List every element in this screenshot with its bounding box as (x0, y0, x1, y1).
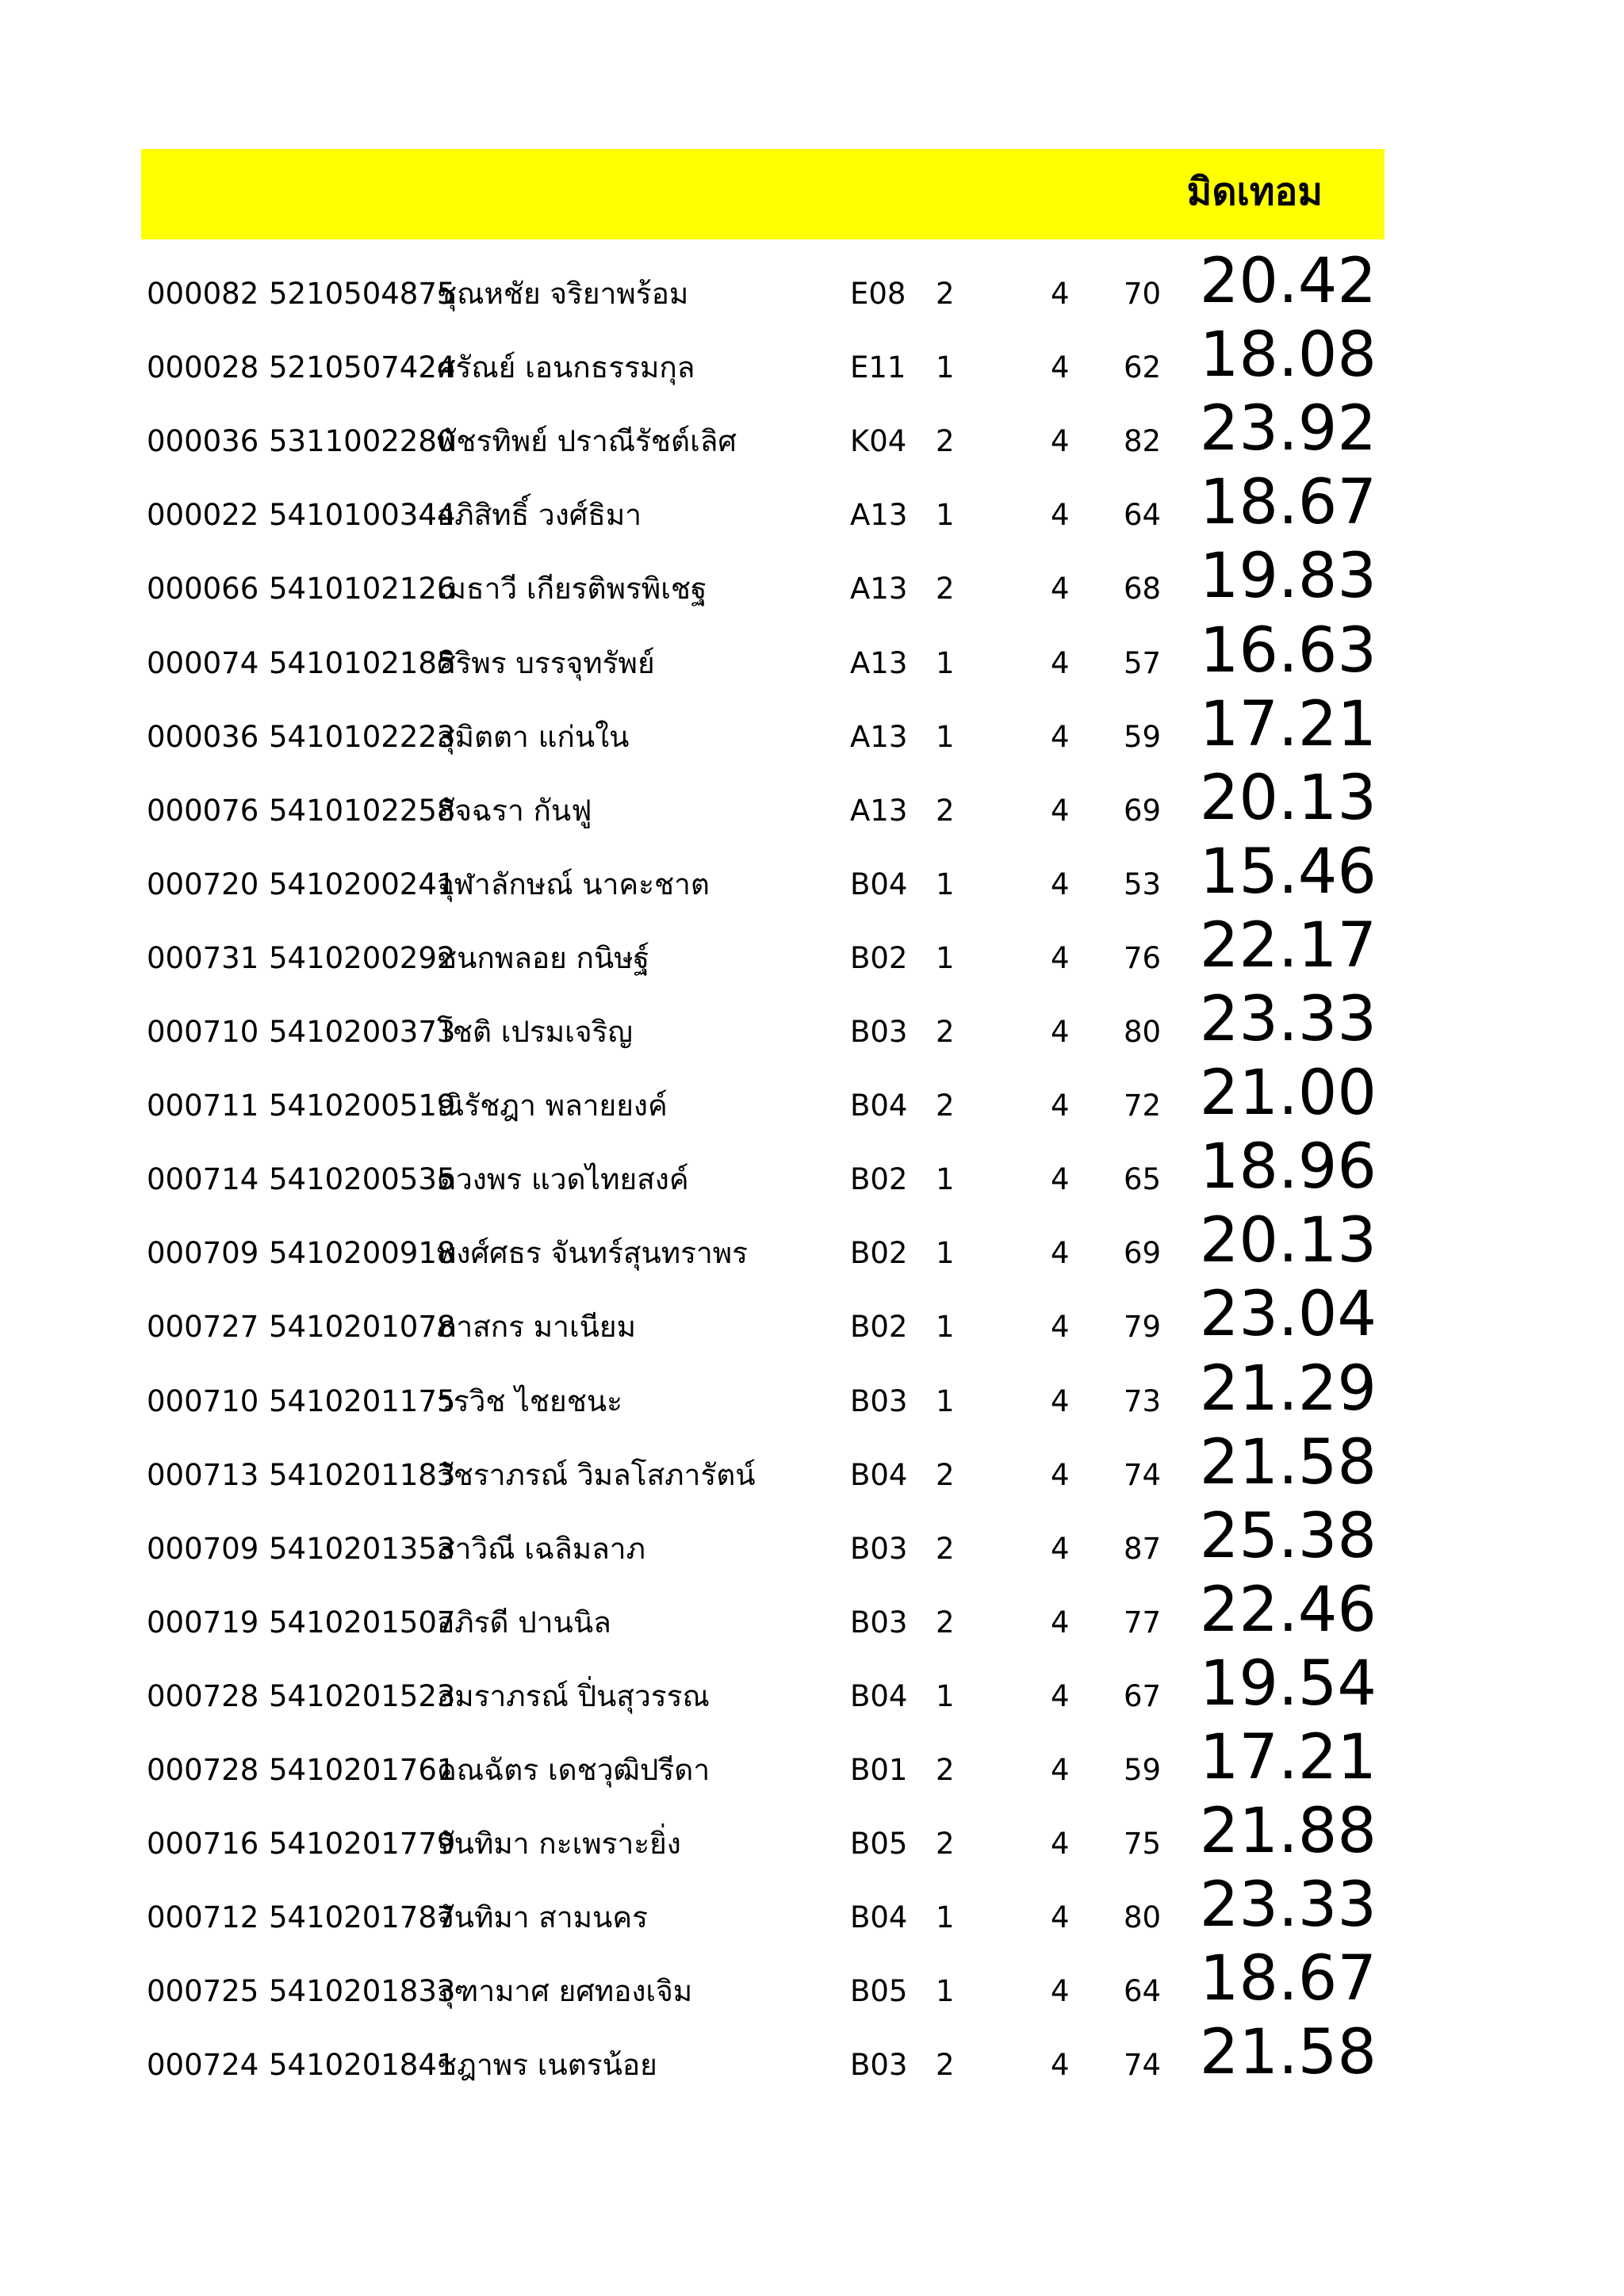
section-code: B03 (850, 1605, 908, 1640)
student-id: 5410201175 (269, 1383, 456, 1418)
credit-value: 4 (1051, 793, 1070, 828)
student-code: 000082 (147, 277, 259, 311)
raw-score: 64 (1124, 498, 1162, 533)
group-number: 1 (936, 498, 955, 533)
section-code: B03 (850, 2048, 908, 2083)
raw-score: 73 (1124, 1383, 1162, 1418)
section-code: A13 (850, 793, 908, 828)
student-name: ภาสกร มาเนียม (437, 1310, 636, 1345)
student-code: 000711 (147, 1089, 259, 1123)
credit-value: 4 (1051, 424, 1070, 459)
raw-score: 72 (1124, 1089, 1162, 1123)
credit-value: 4 (1051, 498, 1070, 533)
student-code: 000710 (147, 1383, 259, 1418)
raw-score: 77 (1124, 1605, 1162, 1640)
section-code: B04 (850, 1678, 908, 1713)
student-name: อภิรดี ปานนิล (437, 1605, 611, 1640)
student-code: 000714 (147, 1162, 259, 1197)
credit-value: 4 (1051, 1089, 1070, 1123)
header-title: มิดเทอม (1186, 170, 1323, 214)
student-name: วัชราภรณ์ วิมลโสภารัตน์ (437, 1457, 756, 1492)
raw-score: 65 (1124, 1162, 1162, 1197)
student-id: 5410200373 (269, 1015, 456, 1049)
student-id: 5410201183 (269, 1457, 456, 1492)
section-code: E08 (850, 277, 906, 311)
student-id: 5410102126 (269, 572, 456, 607)
student-code: 000719 (147, 1605, 259, 1640)
midterm-score: 25.38 (1199, 1500, 1377, 1572)
group-number: 2 (936, 1531, 955, 1566)
student-code: 000709 (147, 1531, 259, 1566)
student-code: 000036 (147, 424, 259, 459)
midterm-score: 20.13 (1199, 762, 1377, 834)
student-name: คณฉัตร เดชวุฒิปรีดา (437, 1753, 710, 1787)
group-number: 2 (936, 1457, 955, 1492)
credit-value: 4 (1051, 1236, 1070, 1271)
credit-value: 4 (1051, 1900, 1070, 1935)
student-id: 5410200918 (269, 1236, 456, 1271)
section-code: B02 (850, 1310, 908, 1345)
table-row (0, 467, 1624, 547)
student-name: ณิรัชฎา พลายยงค์ (437, 1089, 668, 1123)
student-id: 5410201779 (269, 1827, 456, 1862)
raw-score: 69 (1124, 793, 1162, 828)
table-row (0, 762, 1624, 843)
credit-value: 4 (1051, 2048, 1070, 2083)
student-name: จุฑามาศ ยศทองเจิม (437, 1974, 693, 2009)
student-id: 5410201761 (269, 1753, 456, 1787)
midterm-score: 23.04 (1199, 1279, 1377, 1351)
raw-score: 87 (1124, 1531, 1162, 1566)
credit-value: 4 (1051, 277, 1070, 311)
midterm-score: 20.42 (1199, 246, 1377, 317)
student-id: 5410100344 (269, 498, 456, 533)
student-name: สาวิณี เฉลิมลาภ (437, 1531, 645, 1566)
table-row (0, 836, 1624, 916)
group-number: 2 (936, 572, 955, 607)
credit-value: 4 (1051, 1753, 1070, 1787)
raw-score: 74 (1124, 1457, 1162, 1492)
midterm-score: 21.29 (1199, 1353, 1377, 1425)
credit-value: 4 (1051, 1827, 1070, 1862)
student-name: อัจฉรา กันฟู (437, 793, 592, 828)
student-id: 5410102258 (269, 793, 456, 828)
student-id: 5210507424 (269, 350, 456, 385)
student-name: จุฬาลักษณ์ นาคะชาต (437, 867, 710, 901)
student-code: 000725 (147, 1974, 259, 2009)
student-name: ชุณหชัย จริยาพร้อม (437, 277, 689, 311)
midterm-score: 23.92 (1199, 393, 1377, 465)
group-number: 1 (936, 940, 955, 975)
student-id: 5410201078 (269, 1310, 456, 1345)
credit-value: 4 (1051, 572, 1070, 607)
raw-score: 75 (1124, 1827, 1162, 1862)
section-code: B03 (850, 1015, 908, 1049)
group-number: 1 (936, 1310, 955, 1345)
section-code: E11 (850, 350, 906, 385)
midterm-score: 19.54 (1199, 1647, 1377, 1720)
credit-value: 4 (1051, 1531, 1070, 1566)
group-number: 2 (936, 793, 955, 828)
student-code: 000028 (147, 350, 259, 385)
raw-score: 59 (1124, 719, 1162, 754)
student-id: 5410200535 (269, 1162, 456, 1197)
credit-value: 4 (1051, 1457, 1070, 1492)
table-row (0, 984, 1624, 1064)
raw-score: 74 (1124, 2048, 1162, 2083)
group-number: 1 (936, 867, 955, 901)
raw-score: 62 (1124, 350, 1162, 385)
raw-score: 53 (1124, 867, 1162, 901)
group-number: 1 (936, 1974, 955, 2009)
group-number: 1 (936, 1383, 955, 1418)
table-row (0, 541, 1624, 621)
table-row (0, 1943, 1624, 2023)
midterm-score: 21.88 (1199, 1796, 1377, 1868)
student-name: โชติ เปรมเจริญ (437, 1015, 633, 1049)
midterm-score: 22.46 (1199, 1574, 1377, 1646)
midterm-score: 21.00 (1199, 1058, 1377, 1130)
credit-value: 4 (1051, 1678, 1070, 1713)
credit-value: 4 (1051, 645, 1070, 680)
credit-value: 4 (1051, 719, 1070, 754)
credit-value: 4 (1051, 867, 1070, 901)
group-number: 2 (936, 1089, 955, 1123)
group-number: 1 (936, 1678, 955, 1713)
credit-value: 4 (1051, 940, 1070, 975)
midterm-score: 23.33 (1199, 984, 1377, 1055)
midterm-score: 21.58 (1199, 2017, 1377, 2089)
midterm-score: 17.21 (1199, 1722, 1377, 1793)
raw-score: 70 (1124, 277, 1162, 311)
raw-score: 80 (1124, 1900, 1162, 1935)
table-row (0, 1131, 1624, 1211)
section-code: B02 (850, 1162, 908, 1197)
student-code: 000728 (147, 1678, 259, 1713)
raw-score: 69 (1124, 1236, 1162, 1271)
student-name: สุมิตตา แก่นใน (437, 719, 630, 754)
section-code: B02 (850, 940, 908, 975)
group-number: 1 (936, 350, 955, 385)
section-code: A13 (850, 572, 908, 607)
credit-value: 4 (1051, 1162, 1070, 1197)
student-name: จันทิมา สามนคร (437, 1900, 648, 1935)
group-number: 2 (936, 1753, 955, 1787)
student-name: อภิสิทธิ์ วงศ์ธิมา (437, 498, 642, 533)
student-code: 000074 (147, 645, 259, 680)
section-code: B04 (850, 1089, 908, 1123)
student-code: 000710 (147, 1015, 259, 1049)
student-code: 000728 (147, 1753, 259, 1787)
student-id: 5210504875 (269, 277, 456, 311)
table-row (0, 1796, 1624, 1876)
student-code: 000724 (147, 2048, 259, 2083)
raw-score: 57 (1124, 645, 1162, 680)
section-code: A13 (850, 498, 908, 533)
credit-value: 4 (1051, 1974, 1070, 2009)
section-code: B02 (850, 1236, 908, 1271)
midterm-score: 18.08 (1199, 320, 1377, 392)
table-row (0, 1869, 1624, 1950)
group-number: 1 (936, 1236, 955, 1271)
section-code: A13 (850, 719, 908, 754)
group-number: 2 (936, 277, 955, 311)
raw-score: 68 (1124, 572, 1162, 607)
group-number: 2 (936, 1605, 955, 1640)
table-row (0, 393, 1624, 473)
student-code: 000022 (147, 498, 259, 533)
student-id: 5410201523 (269, 1678, 456, 1713)
section-code: B03 (850, 1383, 908, 1418)
group-number: 1 (936, 645, 955, 680)
student-name: ศรัณย์ เอนกธรรมกุล (437, 350, 695, 385)
table-row (0, 614, 1624, 695)
student-name: จันทิมา กะเพราะยิ่ง (437, 1827, 681, 1862)
student-name: วรวิช ไชยชนะ (437, 1383, 622, 1418)
group-number: 2 (936, 2048, 955, 2083)
midterm-score: 20.13 (1199, 1205, 1377, 1277)
table-row (0, 1647, 1624, 1728)
group-number: 2 (936, 424, 955, 459)
table-row (0, 909, 1624, 990)
credit-value: 4 (1051, 1015, 1070, 1049)
student-code: 000727 (147, 1310, 259, 1345)
student-name: ชฎาพร เนตรน้อย (437, 2048, 657, 2083)
section-code: B05 (850, 1974, 908, 2009)
midterm-score: 15.46 (1199, 836, 1377, 908)
table-row (0, 320, 1624, 400)
section-code: B03 (850, 1531, 908, 1566)
table-row (0, 1426, 1624, 1507)
midterm-score: 18.96 (1199, 1131, 1377, 1203)
section-code: B01 (850, 1753, 908, 1787)
credit-value: 4 (1051, 1310, 1070, 1345)
section-code: K04 (850, 424, 907, 459)
student-code: 000709 (147, 1236, 259, 1271)
table-row (0, 688, 1624, 769)
student-id: 5410201353 (269, 1531, 456, 1566)
student-id: 5410201507 (269, 1605, 456, 1640)
table-row (0, 1353, 1624, 1433)
raw-score: 79 (1124, 1310, 1162, 1345)
credit-value: 4 (1051, 1383, 1070, 1418)
student-code: 000713 (147, 1457, 259, 1492)
section-code: B04 (850, 1900, 908, 1935)
student-id: 5410201841 (269, 2048, 456, 2083)
student-id: 5410201833 (269, 1974, 456, 2009)
midterm-score: 18.67 (1199, 1943, 1377, 2015)
student-code: 000712 (147, 1900, 259, 1935)
student-id: 5311002280 (269, 424, 456, 459)
student-id: 5410102223 (269, 719, 456, 754)
student-name: เมธาวี เกียรติพรพิเชฐ (437, 572, 707, 607)
table-row (0, 1574, 1624, 1655)
section-code: B04 (850, 867, 908, 901)
student-id: 5410201787 (269, 1900, 456, 1935)
table-row (0, 2017, 1624, 2097)
student-code: 000720 (147, 867, 259, 901)
section-code: B04 (850, 1457, 908, 1492)
group-number: 1 (936, 1900, 955, 1935)
raw-score: 59 (1124, 1753, 1162, 1787)
raw-score: 67 (1124, 1678, 1162, 1713)
credit-value: 4 (1051, 350, 1070, 385)
midterm-score: 22.17 (1199, 909, 1377, 982)
credit-value: 4 (1051, 1605, 1070, 1640)
table-row (0, 1500, 1624, 1581)
student-code: 000716 (147, 1827, 259, 1862)
student-name: ชนกพลอย กนิษฐ์ (437, 940, 650, 975)
midterm-score: 16.63 (1199, 614, 1377, 687)
raw-score: 80 (1124, 1015, 1162, 1049)
student-name: ดวงพร แวดไทยสงค์ (437, 1162, 689, 1197)
table-row (0, 1722, 1624, 1802)
midterm-score: 19.83 (1199, 541, 1377, 613)
student-name: ศิริพร บรรจุทรัพย์ (437, 645, 655, 680)
midterm-score: 18.67 (1199, 467, 1377, 539)
student-id: 5410200241 (269, 867, 456, 901)
table-row (0, 1058, 1624, 1138)
student-name: พงศ์ศธร จันทร์สุนทราพร (437, 1236, 749, 1271)
midterm-score: 21.58 (1199, 1426, 1377, 1498)
table-row (0, 1205, 1624, 1285)
student-name: อมราภรณ์ ปิ่นสุวรรณ (437, 1678, 710, 1713)
table-row (0, 246, 1624, 326)
group-number: 2 (936, 1827, 955, 1862)
group-number: 1 (936, 1162, 955, 1197)
student-id: 5410200292 (269, 940, 456, 975)
student-code: 000731 (147, 940, 259, 975)
student-code: 000066 (147, 572, 259, 607)
student-code: 000036 (147, 719, 259, 754)
raw-score: 76 (1124, 940, 1162, 975)
midterm-score: 23.33 (1199, 1869, 1377, 1942)
section-code: A13 (850, 645, 908, 680)
student-id: 5410102185 (269, 645, 456, 680)
raw-score: 82 (1124, 424, 1162, 459)
student-code: 000076 (147, 793, 259, 828)
section-code: B05 (850, 1827, 908, 1862)
student-name: พัชรทิพย์ ปราณีรัชต์เลิศ (437, 424, 737, 459)
group-number: 1 (936, 719, 955, 754)
midterm-score: 17.21 (1199, 688, 1377, 760)
table-row (0, 1279, 1624, 1359)
student-id: 5410200519 (269, 1089, 456, 1123)
raw-score: 64 (1124, 1974, 1162, 2009)
group-number: 2 (936, 1015, 955, 1049)
